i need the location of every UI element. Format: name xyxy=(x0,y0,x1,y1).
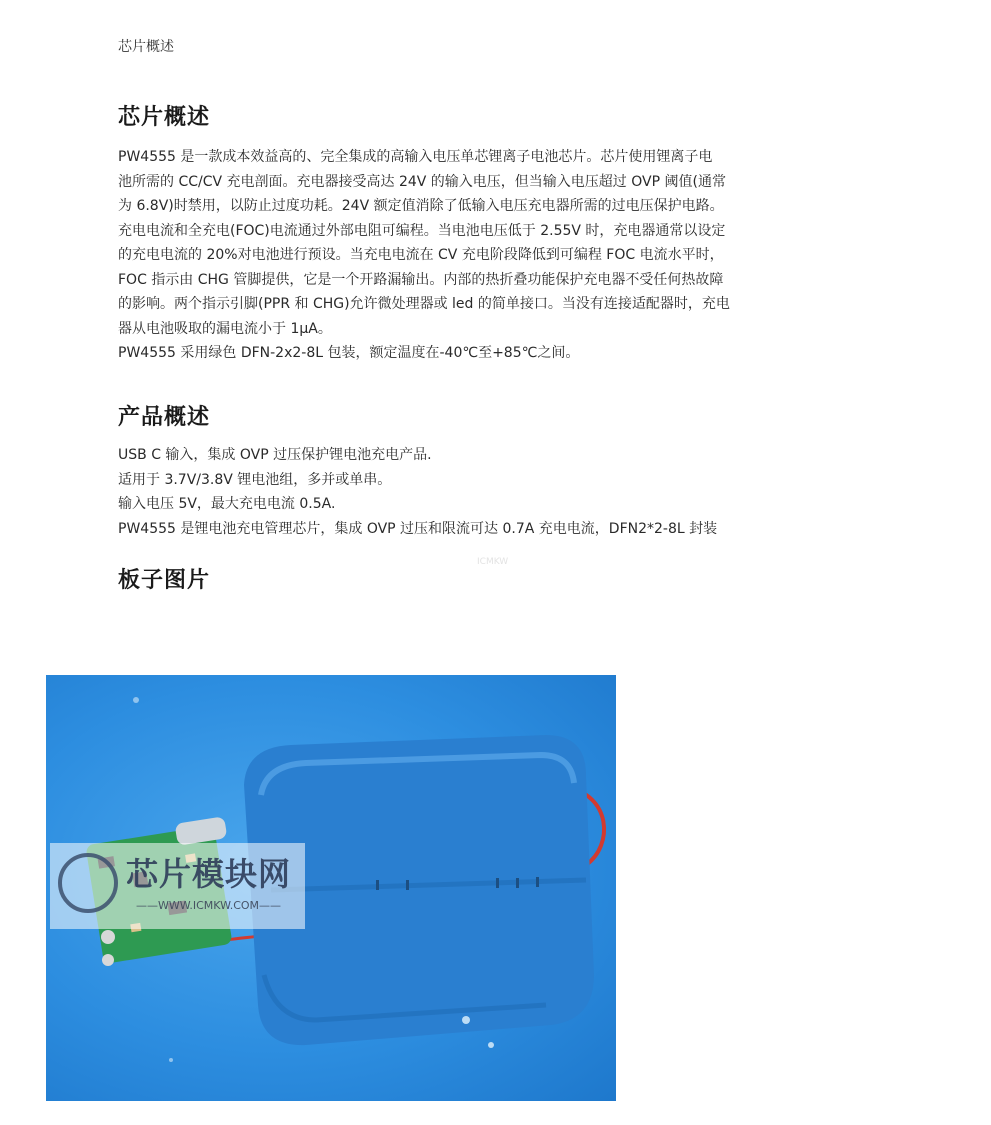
paragraph-line: FOC 指示由 CHG 管脚提供，它是一个开路漏输出。内部的热折叠功能保护充电器不受任何热故障 xyxy=(118,271,724,288)
watermark-logo-url: ——WWW.ICMKW.COM—— xyxy=(136,899,282,912)
paragraph-line: 适用于 3.7V/3.8V 锂电池组，多并或单串。 xyxy=(118,471,392,488)
product-overview-paragraph xyxy=(118,443,863,541)
paragraph-line: 充电电流和全充电(FOC)电流通过外部电阻可编程。当电池电压低于 2.55V 时，充电器通常以设定 xyxy=(118,222,726,239)
chip-overview-paragraph xyxy=(118,145,863,366)
board-photo xyxy=(46,675,616,1101)
paragraph-line: 器从电池吸取的漏电流小于 1μA。 xyxy=(118,320,332,337)
paragraph-line: USB C 输入，集成 OVP 过压保护锂电池充电产品. xyxy=(118,447,432,463)
watermark-text: ICMKW xyxy=(477,557,509,567)
paragraph-line: PW4555 是锂电池充电管理芯片，集成 OVP 过压和限流可达 0.7A 充电电流，DFN2*2-8L 封装 xyxy=(118,520,718,537)
paragraph-line: 输入电压 5V，最大充电电流 0.5A. xyxy=(118,496,336,512)
paragraph-line: 的影响。两个指示引脚(PPR 和 CHG)允许微处理器或 led 的简单接口。当没有连接适配器时，充电 xyxy=(118,296,730,312)
watermark-logo xyxy=(50,843,305,929)
board-image-heading: 板子图片 xyxy=(118,568,211,593)
breadcrumb[interactable]: 芯片概述 xyxy=(118,39,174,55)
paragraph-line: PW4555 采用绿色 DFN-2x2-8L 包装，额定温度在-40℃至+85℃之间。 xyxy=(118,345,580,361)
watermark-logo-name: 芯片模块网 xyxy=(126,855,292,893)
paragraph-line: PW4555 是一款成本效益高的、完全集成的高输入电压单芯锂离子电池芯片。芯片使用锂离子电 xyxy=(118,149,713,165)
product-overview-heading: 产品概述 xyxy=(118,405,211,430)
paragraph-line: 池所需的 CC/CV 充电剖面。充电器接受高达 24V 的输入电压，但当输入电压超过 OVP 阈值(通常 xyxy=(118,173,726,190)
paragraph-line: 的充电电流的 20%对电池进行预设。当充电电流在 CV 充电阶段降低到可编程 FOC 电流水平时， xyxy=(118,247,724,263)
chip-overview-heading: 芯片概述 xyxy=(118,105,211,130)
paragraph-line: 为 6.8V)时禁用，以防止过度功耗。24V 额定值消除了低输入电压充电器所需的过电压保护电路。 xyxy=(118,198,724,214)
chip-logo-icon xyxy=(58,853,118,913)
